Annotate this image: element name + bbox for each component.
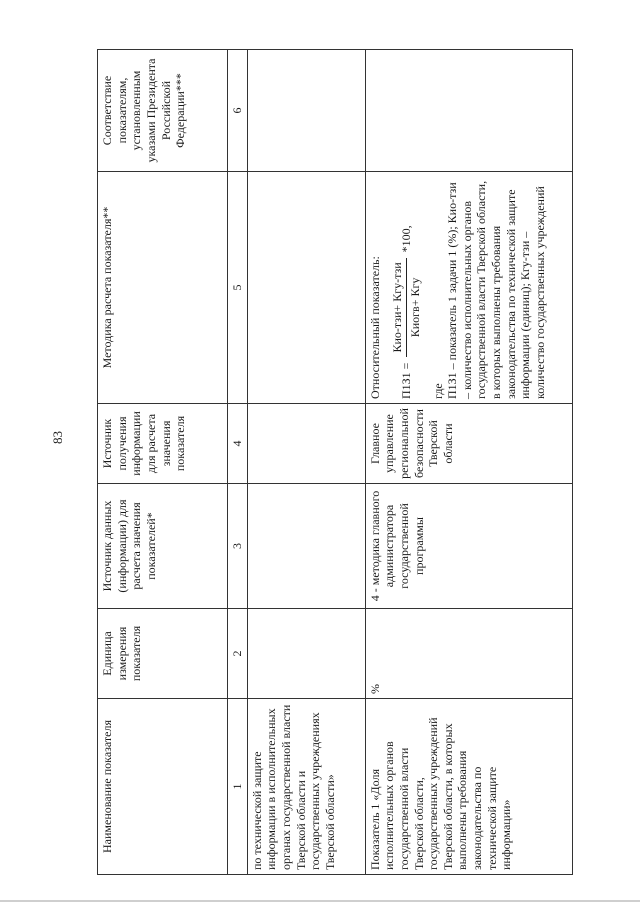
formula-tail: *100, <box>399 225 414 253</box>
method-where: где <box>430 383 445 399</box>
formula <box>390 176 422 399</box>
formula-fraction <box>390 258 422 356</box>
compliance-cell <box>365 50 572 172</box>
header-indicator-name: Наименование показателя <box>98 699 228 875</box>
table-row <box>247 50 365 875</box>
column-number: 1 <box>228 699 248 875</box>
data-source-cell <box>247 484 365 609</box>
data-source-cell: 4 - методика главного администратора государственной программы <box>365 484 572 609</box>
info-source-cell: Главное управление региональной безопасности Тверской области <box>365 404 572 484</box>
info-source-cell <box>247 404 365 484</box>
method-cell <box>247 172 365 404</box>
rotated-table-wrapper <box>97 50 573 875</box>
column-number: 6 <box>228 50 248 172</box>
unit-cell: % <box>365 609 572 699</box>
compliance-cell <box>247 50 365 172</box>
page-number: 83 <box>50 431 65 444</box>
formula-lhs: П1З1 = <box>399 362 414 399</box>
column-number: 4 <box>228 404 248 484</box>
footer-rule <box>0 900 640 902</box>
formula-denominator: Киогв+ Кгу <box>407 277 422 338</box>
method-intro: Относительный показатель: <box>367 256 382 399</box>
method-definitions: П1З1 – показатель 1 задачи 1 (%); Кио-тзи – количество исполнительных органов государственной власти Тверской области, в которых выполнены требования законодательства по технической защите информации (единиц); Кгу-тзи – количество государственных учреждений <box>445 180 547 399</box>
header-data-source: Источник данных (информации) для расчета значения показателей* <box>98 484 228 609</box>
column-number: 5 <box>228 172 248 404</box>
header-row <box>98 50 228 875</box>
formula-numerator: Кио-тзи+ Кгу-тзи <box>390 258 407 356</box>
indicator-name-cell: Показатель 1 «Доля исполнительных органов государственной власти Тверской области, государственных учреждений Тверской области, в которых выполнены требования законодательства по технической защите информации» <box>365 699 572 875</box>
column-numbers-row <box>228 50 248 875</box>
header-method: Методика расчета показателя** <box>98 172 228 404</box>
indicators-table <box>97 49 573 875</box>
header-info-source: Источник получения информации для расчета значения показателя <box>98 404 228 484</box>
column-number: 3 <box>228 484 248 609</box>
header-unit: Единица измерения показателя <box>98 609 228 699</box>
header-compliance: Соответствие показателям, установленным указами Президента Российской Федерации*** <box>98 50 228 172</box>
unit-cell <box>247 609 365 699</box>
indicator-name-cell: по технической защите информации в исполнительных органах государственной власти Тверской области и государственных учреждениях Тверской области» <box>247 699 365 875</box>
method-cell <box>365 172 572 404</box>
table-row <box>365 50 572 875</box>
column-number: 2 <box>228 609 248 699</box>
